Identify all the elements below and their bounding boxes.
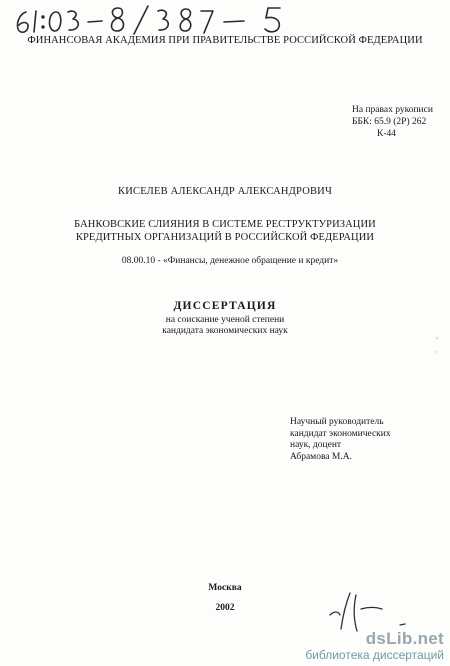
advisor-role: Научный руководитель xyxy=(290,417,384,427)
bbk-code: ББК: 65.9 (2Р) 262 xyxy=(352,117,427,127)
advisor-title: наук, доцент xyxy=(290,440,342,450)
rights-block xyxy=(352,104,433,140)
organization-name: ФИНАНСОВАЯ АКАДЕМИЯ ПРИ ПРАВИТЕЛЬСТВЕ РОССИЙСКОЙ ФЕДЕРАЦИИ xyxy=(27,35,423,46)
title-line-1: БАНКОВСКИЕ СЛИЯНИЯ В СИСТЕМЕ РЕСТРУКТУРИЗАЦИИ xyxy=(74,219,376,230)
author-name: КИСЕЛЕВ АЛЕКСАНДР АЛЕКСАНДРОВИЧ xyxy=(118,186,332,197)
degree-line-1: на соискание ученой степени xyxy=(165,315,285,325)
rights-note: На правах рукописи xyxy=(352,105,433,115)
year: 2002 xyxy=(215,603,235,613)
degree-line-2: кандидата экономических наук xyxy=(162,326,288,336)
degree-block xyxy=(0,315,450,337)
specialty-code: 08.00.10 - «Финансы, денежное обращение и кредит» xyxy=(121,256,339,266)
watermark xyxy=(305,629,444,662)
watermark-subtitle: библиотека диссертаций xyxy=(305,648,444,662)
author-mark: К-44 xyxy=(377,129,396,139)
signature-scribble xyxy=(310,585,410,635)
title-line-2: КРЕДИТНЫХ ОРГАНИЗАЦИЙ В РОССИЙСКОЙ ФЕДЕРАЦИИ xyxy=(75,231,375,243)
city: Москва xyxy=(208,583,242,593)
dissertation-label: ДИССЕРТАЦИЯ xyxy=(173,300,277,312)
handwritten-code xyxy=(10,0,310,40)
advisor-degree: кандидат экономических xyxy=(290,428,391,439)
watermark-logo: dsLib.net xyxy=(365,629,444,648)
advisor-name: Абрамова М.А. xyxy=(290,451,352,462)
dissertation-title xyxy=(0,219,450,244)
advisor-block xyxy=(290,417,391,463)
